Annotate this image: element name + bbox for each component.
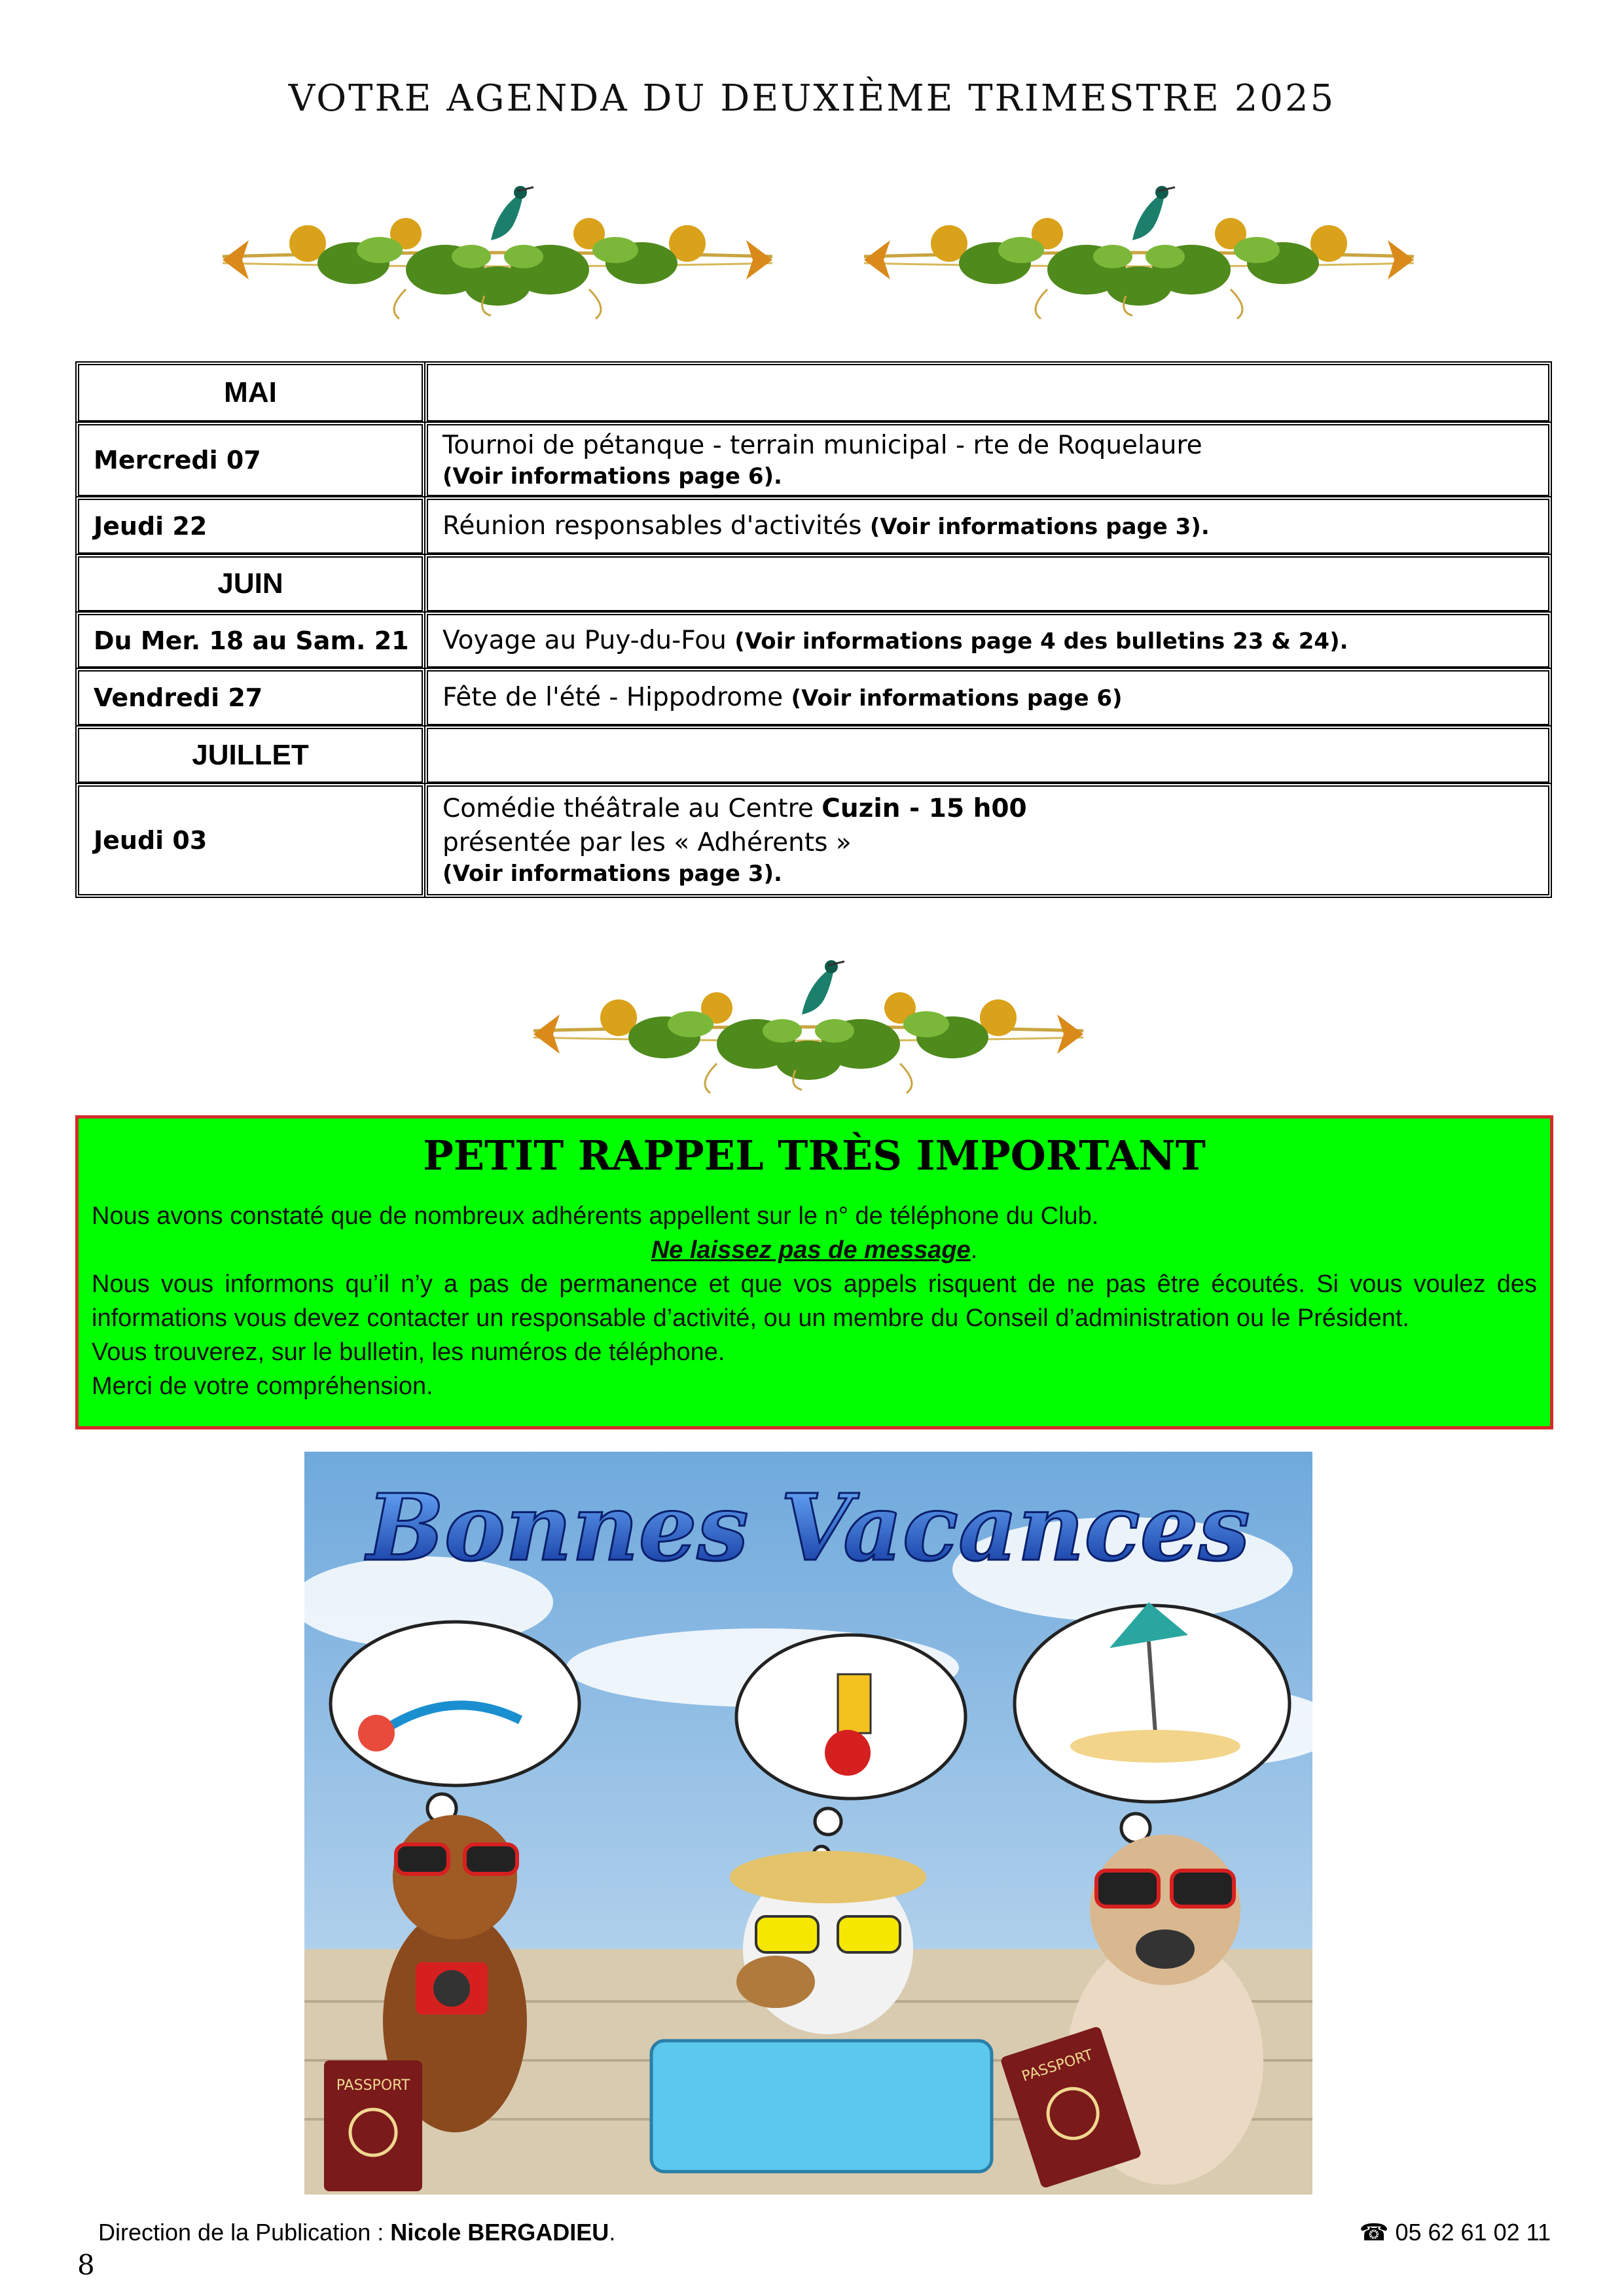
leaf-bird-ornament-center xyxy=(520,946,1096,1096)
event-ref: (Voir informations page 4 des bulletins 23 & 24). xyxy=(734,628,1348,655)
event-text: Réunion responsables d'activités xyxy=(442,511,862,541)
reminder-emphasis xyxy=(92,1233,1537,1267)
month-spacer xyxy=(424,554,1552,614)
director-name: Nicole BERGADIEU xyxy=(390,2219,609,2246)
table-row xyxy=(75,611,1553,670)
event-ref: (Voir informations page 6). xyxy=(442,463,782,490)
event-date: Jeudi 22 xyxy=(75,496,425,556)
event-date: Jeudi 03 xyxy=(75,783,425,898)
table-row xyxy=(75,668,1553,728)
month-row-juin xyxy=(75,554,1553,614)
event-text: Comédie théâtrale au Centre xyxy=(442,794,814,824)
event-date: Mercredi 07 xyxy=(75,422,425,499)
reminder-paragraph: Nous avons constaté que de nombreux adhérents appellent sur le n° de téléphone du Club. xyxy=(92,1202,1099,1230)
month-row-mai xyxy=(75,361,1553,424)
event-date: Du Mer. 18 au Sam. 21 xyxy=(75,611,425,670)
event-description xyxy=(424,783,1552,898)
page-title: VOTRE AGENDA DU DEUXIÈME TRIMESTRE 2025 xyxy=(288,77,1336,120)
club-phone xyxy=(1360,2219,1551,2246)
event-text: Tournoi de pétanque - terrain municipal - rte de Roquelaure xyxy=(442,430,1202,460)
event-description xyxy=(424,496,1552,556)
punctuation: . xyxy=(970,1236,978,1264)
reminder-paragraph: Vous trouverez, sur le bulletin, les numéros de téléphone. xyxy=(92,1338,725,1366)
table-row xyxy=(75,783,1553,898)
event-text: Voyage au Puy-du-Fou xyxy=(442,626,727,656)
month-label: JUILLET xyxy=(75,725,425,785)
month-label: MAI xyxy=(75,361,425,424)
reminder-paragraph: Nous vous informons qu’il n’y a pas de permanence et que vos appels risquent de ne pas être écoutés. Si vous voulez des informations vous devez contacter un responsable d’activité, ou un membre du Conseil d’administration ou le Président. xyxy=(92,1270,1537,1332)
month-label: JUIN xyxy=(75,554,425,614)
passport-label: PASSPORT xyxy=(1020,2047,1095,2085)
page-number: 8 xyxy=(77,2249,95,2281)
no-message-warning: Ne laissez pas de message xyxy=(651,1236,971,1264)
event-date: Vendredi 27 xyxy=(75,668,425,728)
vacances-caption: Bonnes Vacances xyxy=(367,1475,1250,1582)
event-ref: (Voir informations page 3). xyxy=(442,861,782,888)
event-subtext: présentée par les « Adhérents » xyxy=(442,827,852,857)
leaf-bird-ornament-left xyxy=(209,171,785,322)
agenda-table xyxy=(75,361,1553,898)
month-spacer xyxy=(424,361,1552,424)
reminder-paragraph: Merci de votre compréhension. xyxy=(92,1372,433,1400)
leaf-bird-ornament-right xyxy=(851,171,1427,322)
bonnes-vacances-illustration xyxy=(304,1452,1312,2195)
event-description xyxy=(424,668,1552,728)
event-ref: (Voir informations page 6) xyxy=(791,685,1123,712)
direction-label: Direction de la Publication : xyxy=(98,2219,391,2246)
publication-director xyxy=(98,2219,615,2246)
phone-number: 05 62 61 02 11 xyxy=(1395,2219,1551,2246)
month-spacer xyxy=(424,725,1552,785)
passport-label: PASSPORT xyxy=(336,2077,410,2094)
event-description xyxy=(424,422,1552,499)
event-text: Fête de l'été - Hippodrome xyxy=(442,683,784,713)
table-row xyxy=(75,422,1553,499)
event-description xyxy=(424,611,1552,670)
phone-icon: ☎ xyxy=(1359,2219,1389,2246)
event-location-time: Cuzin - 15 h00 xyxy=(821,794,1027,824)
punctuation: . xyxy=(609,2219,616,2246)
month-row-juillet xyxy=(75,725,1553,785)
table-row xyxy=(75,496,1553,556)
important-reminder-box xyxy=(75,1115,1553,1429)
reminder-title: PETIT RAPPEL TRÈS IMPORTANT xyxy=(423,1132,1206,1179)
event-ref: (Voir informations page 3). xyxy=(869,514,1210,541)
